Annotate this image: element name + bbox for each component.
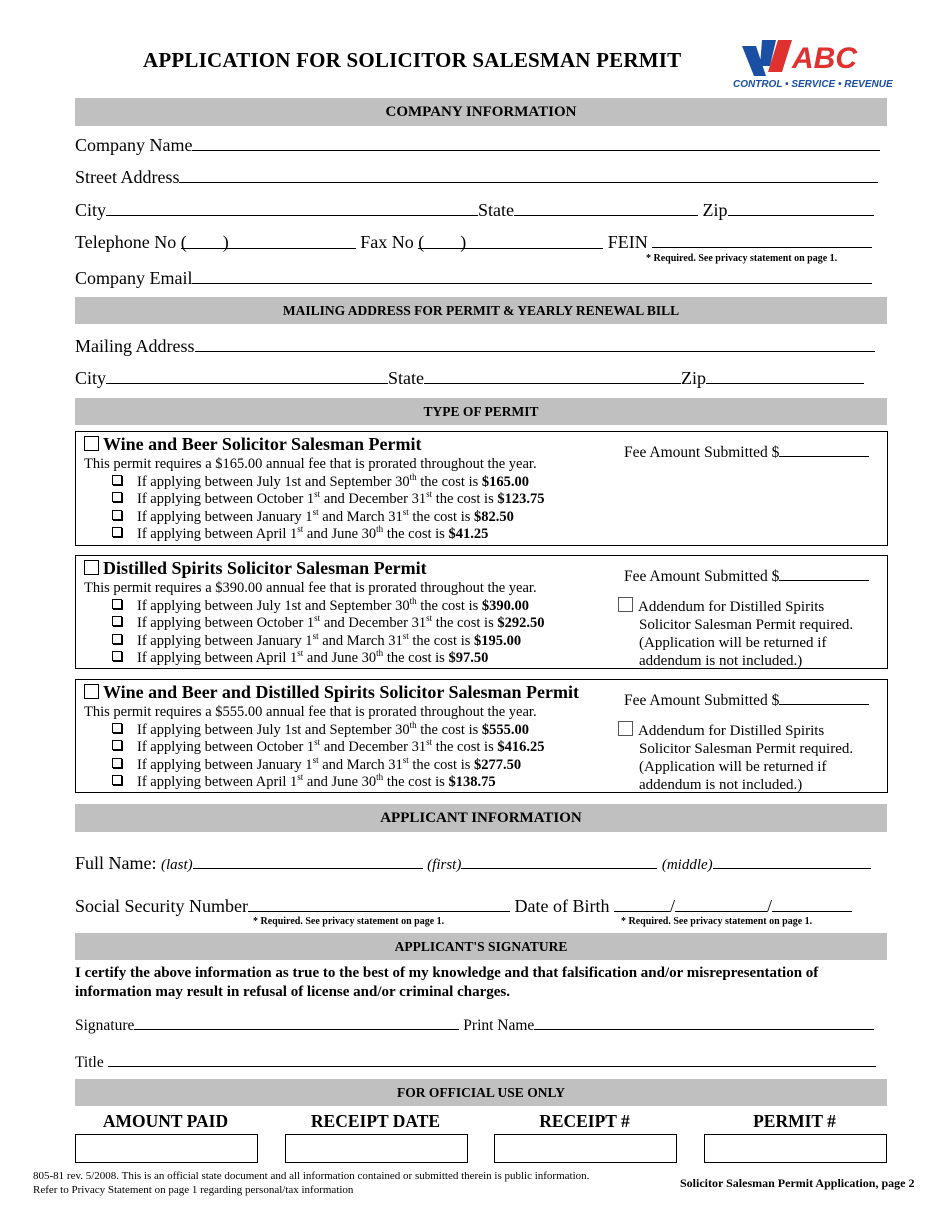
- spirits-period-3: If applying between January 1st and March 31st the cost is $195.00: [112, 633, 521, 650]
- company-email-field[interactable]: [192, 267, 872, 284]
- print-name-label: Print Name: [463, 1017, 535, 1034]
- bullet-icon: [112, 740, 122, 750]
- first-name-field[interactable]: [461, 852, 657, 869]
- receipt-number-field[interactable]: [494, 1134, 677, 1163]
- combo-period-1: If applying between July 1st and September 30th the cost is $555.00: [112, 722, 529, 739]
- state-field[interactable]: [514, 199, 698, 216]
- permit-number-label: PERMIT #: [753, 1111, 836, 1131]
- dob-month-field[interactable]: [614, 895, 670, 912]
- spirits-period-4: If applying between April 1st and June 30th the cost is $97.50: [112, 650, 488, 667]
- mailing-state-field[interactable]: [424, 367, 681, 384]
- title-label: Title: [75, 1054, 104, 1071]
- wine-beer-period-1: If applying between July 1st and September 30th the cost is $165.00: [112, 474, 529, 491]
- mailing-city-field[interactable]: [106, 367, 388, 384]
- fein-field[interactable]: [652, 231, 872, 248]
- dob-day-field[interactable]: [675, 895, 767, 912]
- street-address-label: Street Address: [75, 167, 180, 187]
- spirits-permit-box: [75, 555, 888, 669]
- ssn-required-note: * Required. See privacy statement on page 1.: [253, 916, 445, 927]
- full-name-row: [75, 852, 871, 874]
- ssn-field[interactable]: [248, 895, 510, 912]
- logo-tagline: CONTROL • SERVICE • REVENUE: [733, 79, 893, 90]
- spirits-checkbox[interactable]: [84, 560, 99, 575]
- permit-type-header: TYPE OF PERMIT: [75, 398, 887, 425]
- spirits-period-2: If applying between October 1st and December 31st the cost is $292.50: [112, 615, 544, 632]
- zip-label: Zip: [702, 200, 728, 220]
- bullet-icon: [112, 723, 122, 733]
- official-header: FOR OFFICIAL USE ONLY: [75, 1079, 887, 1106]
- footer-notes: [33, 1169, 589, 1197]
- company-name-field[interactable]: [192, 134, 880, 151]
- amount-paid-label: AMOUNT PAID: [102, 1111, 229, 1131]
- title-field[interactable]: [108, 1053, 876, 1067]
- phone-fax-fein-row: [75, 231, 872, 253]
- combo-desc: This permit requires a $555.00 annual fee that is prorated throughout the year.: [84, 704, 537, 720]
- last-name-field[interactable]: [193, 852, 423, 869]
- print-name-field[interactable]: [534, 1016, 874, 1030]
- signature-label: Signature: [75, 1017, 135, 1034]
- page-title: APPLICATION FOR SOLICITOR SALESMAN PERMIT: [143, 48, 682, 72]
- combo-addendum: Addendum for Distilled Spirits Solicitor Salesman Permit required. (Application will be returned if addendum is not included.): [618, 721, 853, 794]
- ssn-dob-row: Social Security Number Date of Birth / /: [75, 895, 852, 917]
- city-field[interactable]: [106, 199, 478, 216]
- city-label: City: [75, 200, 107, 220]
- company-info-header: COMPANY INFORMATION: [75, 98, 887, 126]
- combo-period-2: If applying between October 1st and December 31st the cost is $416.25: [112, 739, 544, 756]
- amount-paid-field[interactable]: [75, 1134, 258, 1163]
- company-name-label: Company Name: [75, 135, 193, 155]
- dob-year-field[interactable]: [772, 895, 852, 912]
- footer-line-2: Refer to Privacy Statement on page 1 regarding personal/tax information: [33, 1184, 354, 1196]
- dob-slash: /: [766, 896, 772, 916]
- spirits-period-1: If applying between July 1st and September 30th the cost is $390.00: [112, 598, 529, 615]
- spirits-permit-title: Distilled Spirits Solicitor Salesman Permit: [84, 558, 427, 579]
- dob-required-note: * Required. See privacy statement on page 1.: [621, 916, 813, 927]
- bullet-icon: [112, 616, 122, 626]
- bullet-icon: [112, 475, 122, 485]
- telephone-label: Telephone No: [75, 232, 177, 252]
- combo-addendum-checkbox[interactable]: [618, 721, 633, 736]
- dob-label: Date of Birth: [514, 896, 610, 916]
- middle-label: (middle): [661, 857, 713, 873]
- wine-beer-desc: This permit requires a $165.00 annual fee that is prorated throughout the year.: [84, 456, 537, 472]
- street-address-field[interactable]: [179, 166, 878, 183]
- wine-beer-permit-box: [75, 431, 888, 546]
- ssn-label: Social Security Number: [75, 896, 248, 916]
- mailing-zip-field[interactable]: [706, 367, 864, 384]
- first-label: (first): [427, 857, 462, 873]
- bullet-icon: [112, 651, 122, 661]
- full-name-label: Full Name:: [75, 853, 157, 873]
- mailing-state-label: State: [388, 368, 425, 388]
- combo-permit-title: Wine and Beer and Distilled Spirits Solicitor Salesman Permit: [84, 682, 579, 703]
- combo-period-4: If applying between April 1st and June 30th the cost is $138.75: [112, 774, 496, 791]
- wine-beer-period-3: If applying between January 1st and March 31st the cost is $82.50: [112, 509, 514, 526]
- fein-required-note: * Required. See privacy statement on page 1.: [646, 253, 838, 264]
- signature-row: [75, 1016, 874, 1035]
- combo-checkbox[interactable]: [84, 684, 99, 699]
- combo-fee: Fee Amount Submitted $: [624, 690, 869, 710]
- telephone-field[interactable]: ( ): [181, 232, 356, 249]
- bullet-icon: [112, 527, 122, 537]
- bullet-icon: [112, 634, 122, 644]
- receipt-number-label: RECEIPT #: [539, 1111, 630, 1131]
- mailing-header: MAILING ADDRESS FOR PERMIT & YEARLY RENEWAL BILL: [75, 297, 887, 324]
- footer-page-label: Solicitor Salesman Permit Application, page 2: [680, 1176, 915, 1190]
- abc-logo-mark: [730, 36, 908, 80]
- mailing-city-row: [75, 367, 864, 389]
- mailing-address-field[interactable]: [195, 335, 875, 352]
- certify-statement: I certify the above information as true to the best of my knowledge and that falsification and/or misrepresentation of information may result in refusal of license and/or criminal charges.: [75, 965, 819, 1000]
- abc-logo: [730, 36, 908, 96]
- fein-label: FEIN: [607, 232, 648, 252]
- city-state-zip-row: [75, 199, 874, 221]
- combo-period-3: If applying between January 1st and March 31st the cost is $277.50: [112, 757, 521, 774]
- wine-beer-fee-field[interactable]: [779, 442, 869, 457]
- wine-beer-checkbox[interactable]: [84, 436, 99, 451]
- wine-beer-period-2: If applying between October 1st and December 31st the cost is $123.75: [112, 491, 544, 508]
- middle-name-field[interactable]: [713, 852, 871, 869]
- state-label: State: [478, 200, 515, 220]
- wine-beer-period-4: If applying between April 1st and June 30th the cost is $41.25: [112, 526, 488, 543]
- bullet-icon: [112, 510, 122, 520]
- spirits-addendum-checkbox[interactable]: [618, 597, 633, 612]
- mailing-zip-label: Zip: [681, 368, 707, 388]
- company-email-label: Company Email: [75, 268, 193, 288]
- receipt-date-field[interactable]: [285, 1134, 468, 1163]
- bullet-icon: [112, 492, 122, 502]
- last-label: (last): [161, 857, 193, 873]
- wine-beer-fee: Fee Amount Submitted $: [624, 442, 869, 462]
- spirits-fee: Fee Amount Submitted $: [624, 566, 869, 586]
- fax-field[interactable]: ( ): [418, 232, 603, 249]
- spirits-fee-field[interactable]: [779, 566, 869, 581]
- combo-fee-field[interactable]: [779, 690, 869, 705]
- mailing-address-label: Mailing Address: [75, 336, 195, 356]
- fax-label: Fax No: [360, 232, 414, 252]
- title-row: [75, 1053, 876, 1072]
- signature-header: APPLICANT'S SIGNATURE: [75, 933, 887, 960]
- receipt-date-label: RECEIPT DATE: [310, 1111, 441, 1131]
- wine-beer-permit-title: Wine and Beer Solicitor Salesman Permit: [84, 434, 421, 455]
- bullet-icon: [112, 758, 122, 768]
- signature-field[interactable]: [134, 1016, 459, 1030]
- zip-field[interactable]: [728, 199, 874, 216]
- combo-permit-box: [75, 679, 888, 793]
- company-email-row: [75, 267, 872, 289]
- applicant-info-header: APPLICANT INFORMATION: [75, 804, 887, 832]
- spirits-desc: This permit requires a $390.00 annual fee that is prorated throughout the year.: [84, 580, 537, 596]
- logo-text: ABC: [792, 42, 857, 75]
- company-name-row: [75, 134, 880, 156]
- mailing-city-label: City: [75, 368, 107, 388]
- bullet-icon: [112, 775, 122, 785]
- permit-number-field[interactable]: [704, 1134, 887, 1163]
- footer-line-1: 805-81 rev. 5/2008. This is an official state document and all information contained or submitted therein is public information.: [33, 1170, 590, 1182]
- spirits-addendum: Addendum for Distilled Spirits Solicitor Salesman Permit required. (Application will be returned if addendum is not included.): [618, 597, 853, 670]
- mailing-address-row: [75, 335, 875, 357]
- bullet-icon: [112, 599, 122, 609]
- street-address-row: [75, 166, 878, 188]
